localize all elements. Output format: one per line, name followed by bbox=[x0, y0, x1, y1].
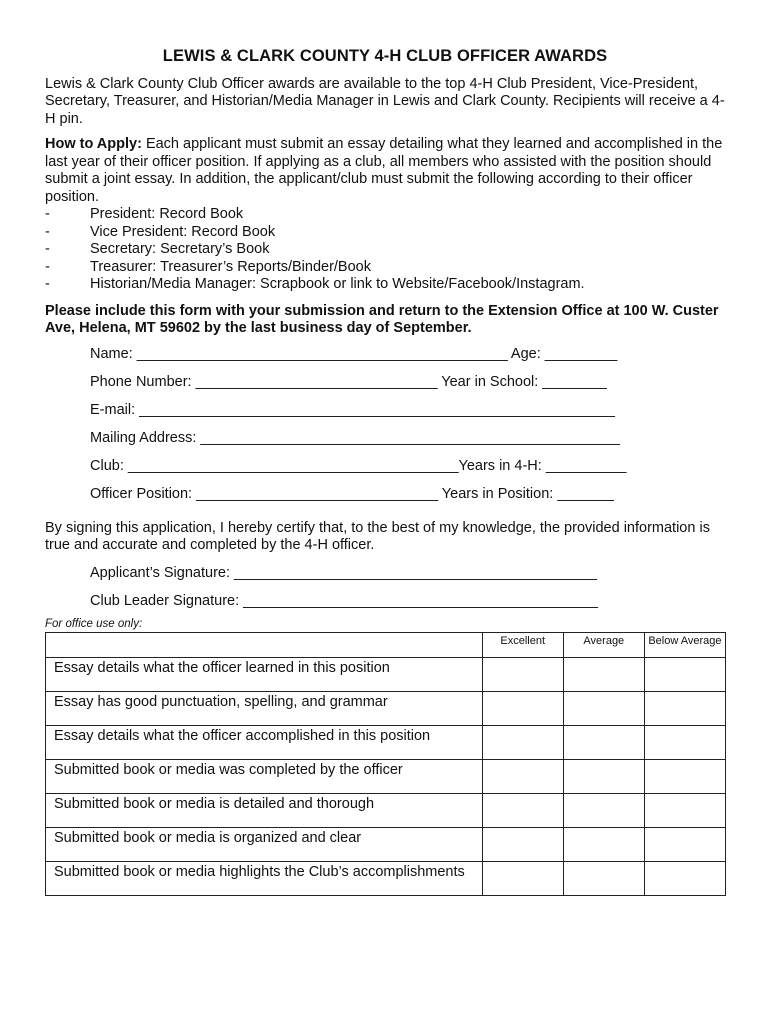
list-bullet: - bbox=[45, 206, 50, 222]
average-header: Average bbox=[563, 632, 644, 657]
list-item bbox=[45, 259, 725, 277]
club-leader-signature-field[interactable]: Club Leader Signature: ____________________________________________ bbox=[90, 592, 598, 609]
below-average-header: Below Average bbox=[644, 632, 725, 657]
criterion-cell: Essay details what the officer learned in this position bbox=[46, 657, 483, 691]
list-bullet: - bbox=[45, 276, 50, 292]
requirements-list bbox=[45, 206, 725, 294]
average-cell[interactable] bbox=[563, 861, 644, 895]
mailing-address-field[interactable]: Mailing Address: ____________________________________________________ bbox=[90, 430, 620, 447]
average-cell[interactable] bbox=[563, 793, 644, 827]
certification-statement: By signing this application, I hereby certify that, to the best of my knowledge, the provided information is true and accurate and completed by the 4-H officer. bbox=[45, 519, 710, 554]
table-header-row bbox=[46, 632, 726, 657]
table-row bbox=[46, 759, 726, 793]
list-item bbox=[45, 224, 725, 242]
award-form bbox=[45, 48, 725, 896]
applicant-signature-field[interactable]: Applicant’s Signature: _____________________________________________ bbox=[90, 564, 597, 581]
signature-fields bbox=[45, 559, 725, 615]
excellent-cell[interactable] bbox=[482, 725, 563, 759]
list-item bbox=[45, 206, 725, 224]
list-item bbox=[45, 241, 725, 259]
list-bullet: - bbox=[45, 241, 50, 257]
office-use-label: For office use only: bbox=[45, 617, 143, 630]
officer-position-field[interactable]: Officer Position: ______________________________ Years in Position: _______ bbox=[90, 486, 614, 503]
list-bullet: - bbox=[45, 223, 50, 240]
below-average-cell[interactable] bbox=[644, 759, 725, 793]
list-item-text: Historian/Media Manager: Scrapbook or link to Website/Facebook/Instagram. bbox=[90, 276, 585, 292]
criterion-cell: Submitted book or media highlights the Club’s accomplishments bbox=[46, 861, 483, 895]
criterion-cell: Submitted book or media was completed by the officer bbox=[46, 759, 483, 793]
name-age-field[interactable]: Name: ______________________________________________ Age: _________ bbox=[90, 345, 618, 362]
how-to-apply-text: Each applicant must submit an essay detailing what they learned and accomplished in the last year of their officer position. If applying as a club, all members who assisted with the position should submit a joint essay. In addition, the applicant/club must submit the following according to their officer position. bbox=[45, 136, 723, 205]
excellent-cell[interactable] bbox=[482, 691, 563, 725]
page-title: LEWIS & CLARK COUNTY 4-H CLUB OFFICER AWARDS bbox=[162, 47, 608, 65]
phone-year-field[interactable]: Phone Number: ______________________________ Year in School: ________ bbox=[90, 373, 607, 390]
below-average-cell[interactable] bbox=[644, 691, 725, 725]
email-field[interactable]: E-mail: ___________________________________________________________ bbox=[90, 401, 615, 418]
list-item-text: President: Record Book bbox=[90, 206, 244, 222]
criterion-cell: Submitted book or media is organized and clear bbox=[46, 827, 483, 861]
excellent-cell[interactable] bbox=[482, 827, 563, 861]
list-item-text: Vice President: Record Book bbox=[90, 223, 276, 240]
criterion-cell: Essay has good punctuation, spelling, and grammar bbox=[46, 691, 483, 725]
intro-paragraph: Lewis & Clark County Club Officer awards are available to the top 4-H Club President, Vice-President, Secretary, Treasurer, and Historian/Media Manager in Lewis and Clark County. Recipients will receive a 4-H pin. bbox=[45, 75, 725, 127]
excellent-cell[interactable] bbox=[482, 861, 563, 895]
table-row bbox=[46, 691, 726, 725]
table-row bbox=[46, 861, 726, 895]
scoring-rubric-table bbox=[45, 632, 726, 896]
average-cell[interactable] bbox=[563, 827, 644, 861]
table-row bbox=[46, 793, 726, 827]
table-row bbox=[46, 657, 726, 691]
how-to-apply-paragraph bbox=[45, 136, 725, 206]
below-average-cell[interactable] bbox=[644, 861, 725, 895]
criteria-header bbox=[46, 632, 483, 657]
average-cell[interactable] bbox=[563, 657, 644, 691]
below-average-cell[interactable] bbox=[644, 657, 725, 691]
criterion-cell: Essay details what the officer accomplished in this position bbox=[46, 725, 483, 759]
club-years-field[interactable]: Club: _________________________________________Years in 4-H: __________ bbox=[90, 458, 627, 475]
below-average-cell[interactable] bbox=[644, 827, 725, 861]
list-item-text: Treasurer: Treasurer’s Reports/Binder/Book bbox=[90, 258, 371, 275]
list-item bbox=[45, 276, 725, 294]
list-bullet: - bbox=[45, 258, 50, 275]
excellent-cell[interactable] bbox=[482, 759, 563, 793]
table-row bbox=[46, 725, 726, 759]
average-cell[interactable] bbox=[563, 691, 644, 725]
criterion-cell: Submitted book or media is detailed and thorough bbox=[46, 793, 483, 827]
below-average-cell[interactable] bbox=[644, 793, 725, 827]
submission-note: Please include this form with your submission and return to the Extension Office at 100 W. Custer Ave, Helena, MT 59602 by the last business day of September. bbox=[45, 302, 719, 336]
how-to-apply-label: How to Apply: bbox=[45, 136, 142, 152]
list-item-text: Secretary: Secretary’s Book bbox=[90, 241, 270, 257]
average-cell[interactable] bbox=[563, 759, 644, 793]
excellent-header: Excellent bbox=[482, 632, 563, 657]
below-average-cell[interactable] bbox=[644, 725, 725, 759]
average-cell[interactable] bbox=[563, 725, 644, 759]
excellent-cell[interactable] bbox=[482, 657, 563, 691]
table-row bbox=[46, 827, 726, 861]
excellent-cell[interactable] bbox=[482, 793, 563, 827]
applicant-fields bbox=[45, 346, 725, 515]
